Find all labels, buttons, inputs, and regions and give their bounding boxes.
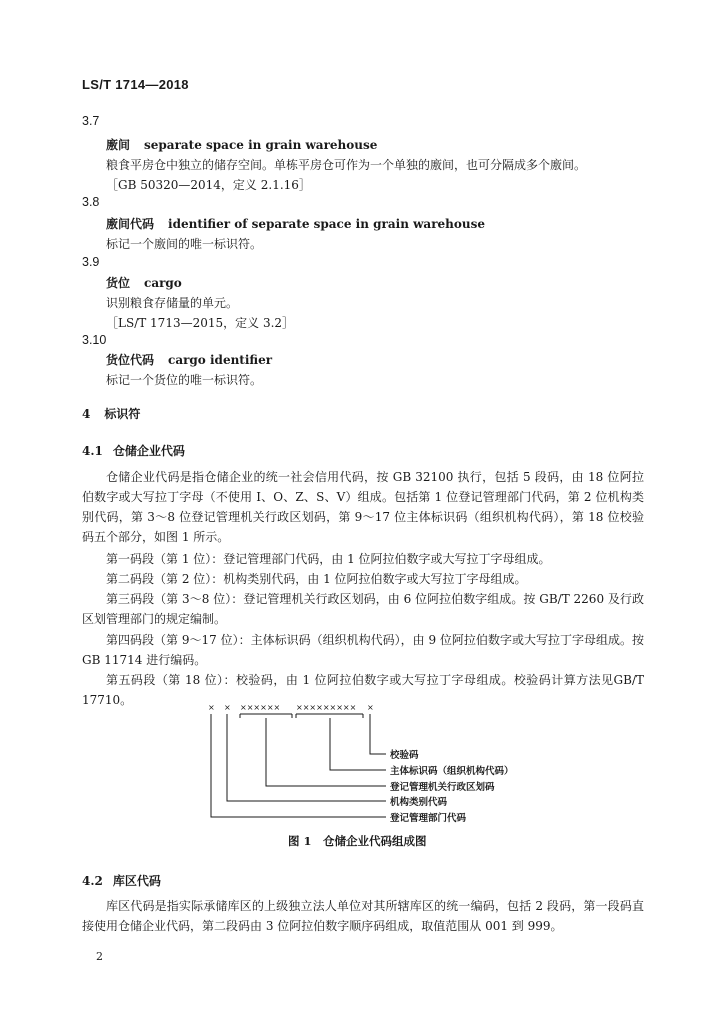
figure-label: 校验码 <box>390 750 419 761</box>
term-number: 3.7 <box>82 114 100 128</box>
paragraph: 库区代码是指实际承储库区的上级独立法人单位对其所辖库区的统一编码，包括 2 段码，第一段码直接使用仓储企业代码，第二段码由 3 位阿拉伯数字顺序码组成，取值范围从 001 到 999。 <box>82 899 644 933</box>
term-definition: 标记一个廒间的唯一标识符。 <box>106 237 263 251</box>
standard-code-header: LS/T 1714—2018 <box>82 77 189 92</box>
term-source: ［LS/T 1713—2015，定义 3.2］ <box>106 316 295 330</box>
leader-line <box>370 714 386 754</box>
figure-label: 登记管理部门代码 <box>390 813 467 824</box>
term-zh: 货位代码 <box>106 353 155 367</box>
section-number: 4.2 <box>82 874 103 888</box>
section-number: 4 <box>82 407 91 421</box>
term-heading <box>106 215 485 232</box>
paragraph: 仓储企业代码是指仓储企业的统一社会信用代码，按 GB 32100 执行，包括 5 段码，由 18 位阿拉伯数字或大写拉丁字母（不使用 I、O、Z、S、V）组成。包括第 1 位登记管理部门代码，第 2 位机构类别代码，第 3～8 位登记管理机关行政区划码，第 9～17 位主体标识码（组织机构代码），第 18 位校验码五个部分，如图 1 所示。 <box>82 470 644 544</box>
term-en: cargo identifier <box>168 353 273 367</box>
page-number: 2 <box>96 950 103 963</box>
paragraph: 第一码段（第 1 位）：登记管理部门代码，由 1 位阿拉伯数字或大写拉丁字母组成。 <box>106 552 551 566</box>
paragraph: 第五码段（第 18 位）：校验码，由 1 位阿拉伯数字或大写拉丁字母组成。校验码计算方法见GB/T 17710。 <box>82 673 644 707</box>
term-definition: 识别粮食存储量的单元。 <box>106 296 239 310</box>
code-segment: × <box>224 703 231 712</box>
code-segment: ×××××× <box>240 703 281 712</box>
term-zh: 廒间代码 <box>106 217 155 231</box>
leader-line <box>211 714 386 817</box>
term-number: 3.9 <box>82 255 100 269</box>
term-en: separate space in grain warehouse <box>144 138 378 152</box>
leader-line <box>330 718 386 770</box>
term-en: identifier of separate space in grain warehouse <box>168 217 485 231</box>
code-segment: × <box>367 703 374 712</box>
term-number: 3.8 <box>82 195 100 209</box>
figure-label: 登记管理机关行政区划码 <box>390 782 495 793</box>
figure-1-diagram <box>200 700 530 825</box>
figure-label: 主体标识码（组织机构代码） <box>390 766 514 777</box>
section-4-2-heading <box>82 872 161 889</box>
section-4-heading <box>82 405 140 422</box>
term-definition: 粮食平房仓中独立的储存空间。单栋平房仓可作为一个单独的廒间，也可分隔成多个廒间。 <box>106 158 587 172</box>
figure-label: 机构类别代码 <box>390 797 448 808</box>
term-zh: 廒间 <box>106 138 131 152</box>
term-source: ［GB 50320—2014，定义 2.1.16］ <box>106 178 311 192</box>
term-definition: 标记一个货位的唯一标识符。 <box>106 373 263 387</box>
term-heading <box>106 274 182 291</box>
leader-line <box>227 714 386 801</box>
term-en: cargo <box>144 276 182 290</box>
term-heading <box>106 136 377 153</box>
code-segment: × <box>208 703 215 712</box>
figure-caption: 图 1 仓储企业代码组成图 <box>288 834 427 848</box>
term-zh: 货位 <box>106 276 131 290</box>
leader-line <box>266 718 386 786</box>
section-title: 标识符 <box>104 407 141 421</box>
section-number: 4.1 <box>82 444 103 458</box>
section-4-1-heading <box>82 442 185 459</box>
code-segment: ××××××××× <box>296 703 357 712</box>
paragraph: 第二码段（第 2 位）：机构类别代码，由 1 位阿拉伯数字或大写拉丁字母组成。 <box>106 572 527 586</box>
section-title: 库区代码 <box>112 874 161 888</box>
paragraph: 第四码段（第 9～17 位）：主体标识码（组织机构代码），由 9 位阿拉伯数字或大写拉丁字母组成。按 GB 11714 进行编码。 <box>82 633 644 667</box>
term-heading <box>106 351 272 368</box>
paragraph: 第三码段（第 3～8 位）：登记管理机关行政区划码，由 6 位阿拉伯数字组成。按 GB/T 2260 及行政区划管理部门的规定编制。 <box>82 592 644 626</box>
term-number: 3.10 <box>82 333 107 347</box>
section-title: 仓储企业代码 <box>112 444 185 458</box>
